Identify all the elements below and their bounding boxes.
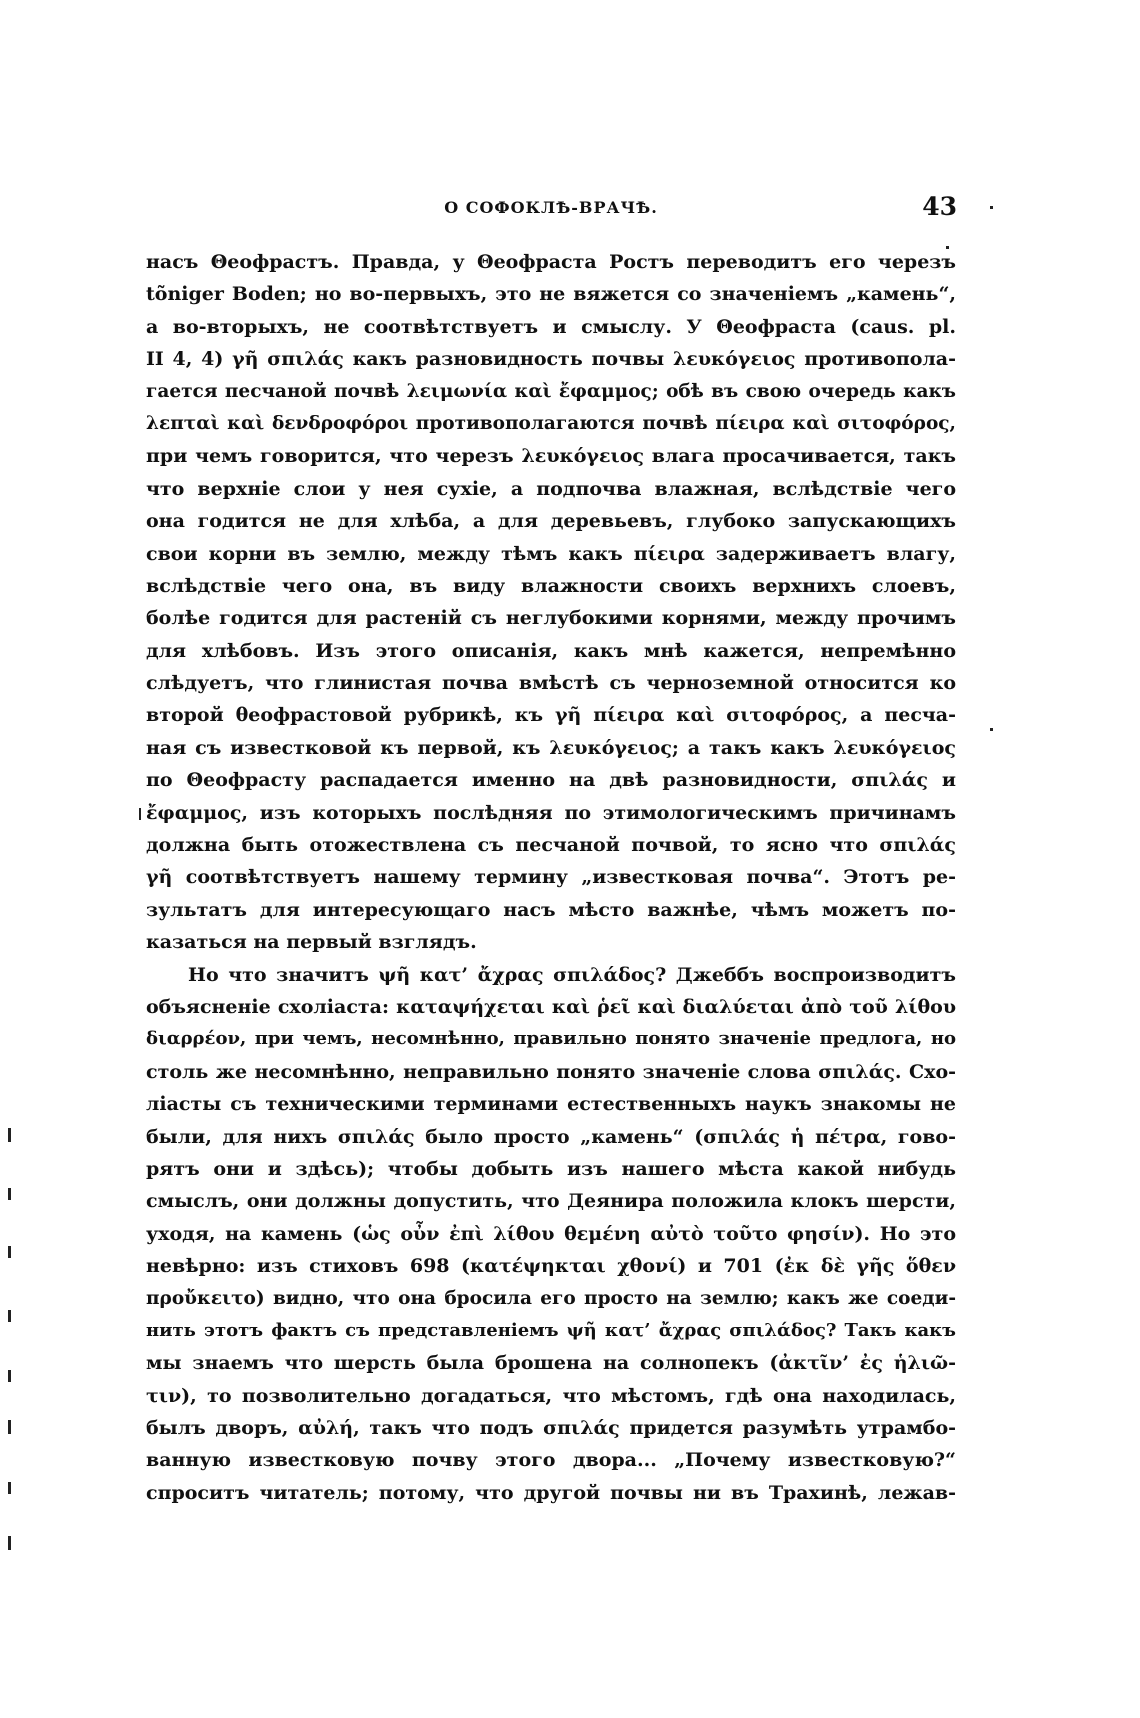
text-line: нить этотъ фактъ съ представленіемъ ψῆ κατ’ ἄχρας σπιλάδος? Такъ какъ — [146, 1319, 956, 1341]
text-line: зультатъ для интересующаго насъ мѣсто важнѣе, чѣмъ можетъ по- — [146, 898, 956, 921]
text-line: λεπταὶ καὶ δενδροφόροι противополагаются почвѣ πίειρα καὶ σιτοφόρος, — [146, 412, 956, 434]
text-line: болѣе годится для растеній съ неглубокими корнями, между прочимъ — [146, 607, 956, 630]
text-line: были, для нихъ σπιλάς было просто „камень“ (σπιλάς ἡ πέτρα, гово- — [146, 1125, 956, 1148]
scan-speck — [990, 206, 993, 209]
text-line: невѣрно: изъ стиховъ 698 (κατέψηκται χθονί) и 701 (ἐκ δὲ γῆς ὅθεν — [146, 1255, 956, 1278]
text-line: при чемъ говорится, что черезъ λευκόγειος влага просачивается, такъ — [146, 445, 956, 468]
text-line: свои корни въ землю, между тѣмъ какъ πίειρα задерживаетъ влагу, — [146, 542, 956, 565]
scan-speck — [8, 1246, 11, 1258]
scan-speck — [946, 246, 949, 249]
scan-speck — [8, 1420, 11, 1434]
text-line: ная съ известковой къ первой, къ λευκόγειος; а такъ какъ λευκόγειος — [146, 736, 956, 759]
paragraph-end-line: казаться на первый взглядъ. — [146, 931, 477, 954]
text-line: уходя, на камень (ὡς οὖν ἐπὶ λίθου θεμένη αὐτὸ τοῦτο φησίν). Но это — [146, 1222, 956, 1245]
running-title: О СОФОКЛѢ-ВРАЧѢ. — [444, 198, 658, 217]
text-line: второй θеофрастовой рубрикѣ, къ γῆ πίειρα καὶ σιτοφόρος, а песча- — [146, 704, 956, 727]
text-line: слѣдуетъ, что глинистая почва вмѣстѣ съ черноземной относится ко — [146, 672, 956, 695]
text-line: προὔκειτο) видно, что она бросила его просто на землю; какъ же соеди- — [146, 1287, 956, 1309]
text-line: рятъ они и здѣсь); чтобы добыть изъ нашего мѣста какой нибудь — [146, 1157, 956, 1180]
text-line: γῆ соотвѣтствуетъ нашему термину „известковая почва“. Этотъ ре- — [146, 866, 956, 889]
text-line: гается песчаной почвѣ λειμωνία καὶ ἔφαμμος; обѣ въ свою очередь какъ — [146, 380, 956, 402]
text-line: ἔφαμμος, изъ которыхъ послѣдняя по этимологическимъ причинамъ — [146, 801, 956, 824]
text-line: объясненіе схоліаста: καταψήχεται καὶ ῥεῖ καὶ διαλύεται ἀπὸ τοῦ λίθου — [146, 995, 956, 1018]
text-line: вслѣдствіе чего она, въ виду влажности своихъ верхнихъ слоевъ, — [146, 574, 956, 597]
page-number: 43 — [922, 192, 957, 221]
text-line: былъ дворъ, αὐλή, такъ что подъ σπιλάς придется разумѣть утрамбо- — [146, 1417, 956, 1440]
scan-speck — [8, 1536, 11, 1550]
text-line: II 4, 4) γῆ σπιλάς какъ разновидность почвы λευκόγειος противопола- — [146, 348, 956, 371]
text-line: по Θеофрасту распадается именно на двѣ разновидности, σπιλάς и — [146, 769, 956, 792]
running-header — [145, 192, 957, 228]
body-text — [146, 246, 956, 1509]
text-line: ліасты съ техническими терминами естественныхъ наукъ знакомы не — [146, 1093, 956, 1116]
text-line: смыслъ, они должны допустить, что Деянира положила клокъ шерсти, — [146, 1190, 956, 1213]
text-line: ванную известковую почву этого двора... „Почему известковую?“ — [146, 1449, 956, 1472]
scan-speck — [8, 1128, 11, 1142]
text-line: τιν), то позволительно догадаться, что мѣстомъ, гдѣ она находилась, — [146, 1384, 956, 1407]
text-line: для хлѣбовъ. Изъ этого описанія, какъ мнѣ кажется, непремѣнно — [146, 639, 956, 662]
scan-speck — [990, 728, 993, 731]
text-line: что верхніе слои у нея сухіе, а подпочва влажная, вслѣдствіе чего — [146, 477, 956, 500]
scan-speck — [139, 808, 141, 820]
text-line: насъ Θеофрастъ. Правда, у Θеофраста Ростъ переводитъ его черезъ — [146, 251, 956, 273]
scan-speck — [8, 1482, 11, 1494]
text-line: а во-вторыхъ, не соотвѣтствуетъ и смыслу. У Θеофраста (caus. pl. — [146, 315, 956, 338]
text-line: столь же несомнѣнно, неправильно понято значеніе слова σπιλάς. Схо- — [146, 1060, 956, 1083]
text-line: должна быть отожествлена съ песчаной почвой, то ясно что σπιλάς — [146, 834, 956, 857]
text-line: διαρρέον, при чемъ, несомнѣнно, правильно понято значеніе предлога, но — [146, 1028, 956, 1050]
text-line: мы знаемъ что шерсть была брошена на солнопекъ (ἀκτῖν’ ἐς ἡλιῶ- — [146, 1352, 956, 1375]
scan-speck — [8, 1188, 11, 1200]
text-line: она годится не для хлѣба, а для деревьевъ, глубоко запускающихъ — [146, 510, 956, 533]
text-line: спроситъ читатель; потому, что другой почвы ни въ Трахинѣ, лежав- — [146, 1481, 956, 1504]
text-line: tõniger Boden; но во-первыхъ, это не вяжется со значеніемъ „камень“, — [146, 283, 956, 306]
paragraph-start-line: Но что значитъ ψῆ κατ’ ἄχρας σπιλάδος? Джеббъ воспроизводитъ — [188, 963, 956, 986]
scan-speck — [8, 1370, 11, 1382]
scan-speck — [8, 1310, 11, 1322]
